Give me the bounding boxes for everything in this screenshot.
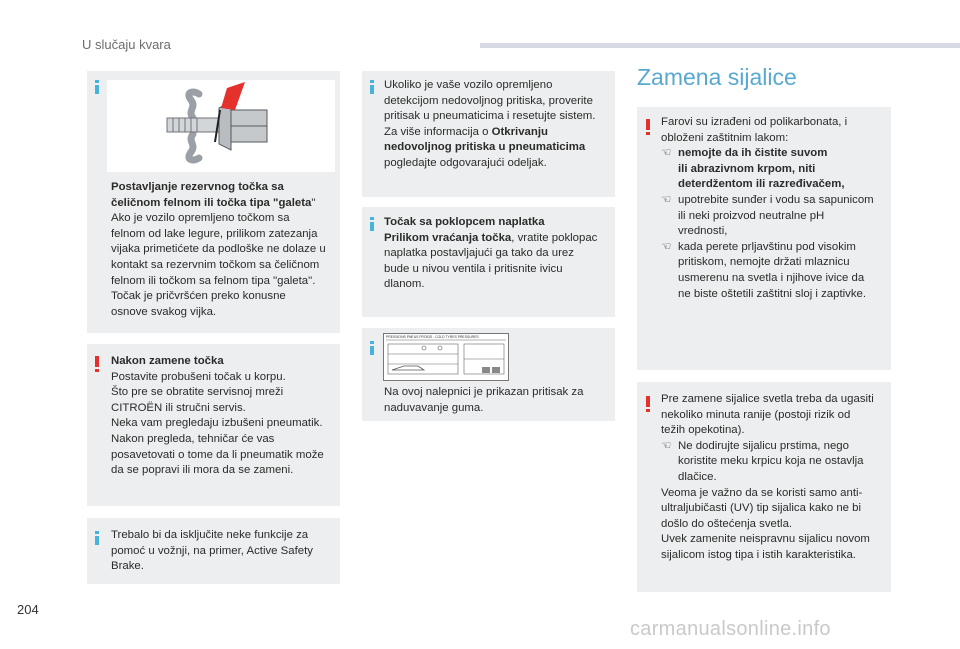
- bulb-change-panel: [637, 382, 891, 592]
- spare-wheel-line-2: felnom od lake legure, prilikom zatezanja: [111, 227, 318, 240]
- bolt-drawing: [107, 80, 335, 172]
- detection-line-2: detekcijom nedovoljnog pritiska, proverite: [384, 94, 593, 107]
- spare-wheel-line-5: felnom ili točkom sa felnom tipa "galeta".: [111, 274, 316, 287]
- bullet-2-line-2: ili neki proizvod neutralne pH: [678, 209, 825, 222]
- bulb-tail-4: Uvek zamenite neispravnu sijalicu novom: [661, 533, 870, 546]
- polycarbonate-line-1: Farovi su izrađeni od polikarbonata, i: [661, 116, 848, 128]
- bullet-item-2: [661, 193, 889, 240]
- spare-wheel-title-1: Postavljanje rezervnog točka sa: [111, 181, 284, 193]
- bullet-icon: ☜: [661, 147, 672, 160]
- detection-line-4: Za više informacija o Otkrivanju: [384, 125, 548, 138]
- info-icon: [370, 80, 374, 94]
- functions-line-2: pomoć u vožnji, na primer, Active Safety: [111, 544, 313, 557]
- wheel-bolt-illustration: [107, 80, 335, 172]
- spare-wheel-line-3: vijaka primetićete da podloške ne dolaze u: [111, 243, 326, 256]
- bulb-tail-2: ultraljubičasti (UV) tip sijalica kako ne bi: [661, 502, 862, 515]
- bullet-3-line-3: usmerenu na svetla i njihove ivice da: [678, 271, 865, 284]
- spare-wheel-line-6: Točak je pričvršćen preko konusne: [111, 290, 286, 303]
- page-number: 204: [17, 602, 39, 617]
- hubcap-panel: [362, 207, 615, 317]
- polycarbonate-line-2: obloženi zaštitnim lakom:: [661, 131, 789, 144]
- bullet-item-3: [661, 240, 889, 302]
- bullet-3-line-2: pritiskom, nemojte držati mlaznicu: [678, 256, 850, 269]
- after-change-line-1: Postavite probušeni točak u korpu.: [111, 370, 286, 383]
- bullet-item-1: [661, 146, 889, 193]
- functions-line-3: Brake.: [111, 560, 144, 573]
- spare-wheel-line-1: Ako je vozilo opremljeno točkom sa: [111, 212, 290, 225]
- bulb-line-3: težih opekotina).: [661, 424, 745, 437]
- bullet-icon: ☜: [661, 439, 672, 452]
- bullet-4-line-3: dlačice.: [678, 470, 717, 483]
- tyre-label-panel: [362, 328, 615, 421]
- bullet-2-line-1: upotrebite sunđer i vodu sa sapunicom: [678, 193, 874, 206]
- hubcap-line-4: dlanom.: [384, 278, 425, 291]
- warning-icon: [95, 356, 99, 372]
- after-change-line-7: da se popravi ili mora da se zameni.: [111, 464, 294, 477]
- bullet-icon: ☜: [661, 240, 672, 253]
- spare-wheel-panel: [87, 71, 340, 333]
- spare-wheel-line-7: osnove svakog vijka.: [111, 305, 217, 318]
- bulb-line-2: nekoliko minuta ranije (postoji rizik od: [661, 408, 851, 421]
- watermark: carmanualsonline.info: [630, 618, 831, 640]
- hubcap-line-3: bude u nivou ventila i pritisnite ivicu: [384, 262, 563, 275]
- sticker-drawing: [384, 334, 508, 380]
- after-change-line-6: posavetovati o tome da li pneumatik može: [111, 448, 324, 461]
- info-icon: [370, 341, 374, 355]
- after-change-title: Nakon zamene točka: [111, 355, 224, 367]
- detection-line-6: pogledajte odgovarajući odeljak.: [384, 156, 547, 169]
- detection-line-5: nedovoljnog pritiska u pneumaticima: [384, 141, 586, 154]
- hubcap-title: Točak sa poklopcem naplatka: [384, 216, 545, 228]
- spare-wheel-line-4: kontakt sa rezervnim točkom sa čeličnom: [111, 258, 320, 271]
- info-icon: [370, 217, 374, 231]
- page-heading: Zamena sijalice: [637, 64, 797, 90]
- detection-line-1: Ukoliko je vaše vozilo opremljeno: [384, 79, 553, 91]
- polycarbonate-panel: [637, 107, 891, 370]
- bullet-1-line-1: nemojte da ih čistite suvom: [678, 147, 828, 160]
- bullet-item-4: [661, 439, 889, 486]
- bullet-1-line-3: deterdžentom ili razređivačem,: [678, 178, 845, 191]
- after-change-panel: [87, 344, 340, 506]
- sticker-header: PRESSIONS PNEUS FROIDS - COLD TYRES PRESSURES: [386, 335, 479, 339]
- spare-wheel-title-2: čeličnom felnom ili točka tipa "galeta": [111, 196, 316, 209]
- hubcap-line-1: Prilikom vraćanja točka, vratite poklopac: [384, 231, 598, 244]
- hubcap-line-2: naplatka postavljajući ga tako da urez: [384, 247, 574, 260]
- bullet-4-line-1: Ne dodirujte sijalicu prstima, nego: [678, 439, 849, 452]
- functions-line-1: Trebalo bi da isključite neke funkcije za: [111, 529, 309, 541]
- bullet-3-line-1: kada perete prljavštinu pod visokim: [678, 240, 856, 253]
- functions-panel: [87, 518, 340, 584]
- bulb-line-1: Pre zamene sijalice svetla treba da ugasiti: [661, 393, 874, 405]
- after-change-line-5: Nakon pregleda, tehničar će vas: [111, 432, 275, 445]
- detection-panel: [362, 71, 615, 197]
- after-change-line-3: CITROËN ili stručni servis.: [111, 401, 246, 414]
- warning-icon: [646, 119, 650, 135]
- tyre-pressure-sticker: [383, 333, 509, 381]
- detection-line-3: pritisak u pneumaticima i resetujte sistem.: [384, 110, 596, 123]
- bullet-icon: ☜: [661, 193, 672, 206]
- section-title: U slučaju kvara: [82, 37, 171, 52]
- bulb-tail-1: Veoma je važno da se koristi samo anti-: [661, 486, 863, 499]
- bullet-3-line-4: ne biste oštetili zaštitni sloj i zaptivke.: [678, 287, 867, 300]
- bullet-2-line-3: vrednosti,: [678, 225, 728, 238]
- info-icon: [95, 80, 99, 94]
- info-icon: [95, 531, 99, 545]
- bullet-4-line-2: koristite meku krpicu koja ne ostavlja: [678, 455, 864, 468]
- warning-icon: [646, 396, 650, 412]
- after-change-line-4: Neka vam pregledaju izbušeni pneumatik.: [111, 417, 323, 430]
- tyre-label-line-2: naduvavanje guma.: [384, 401, 484, 414]
- header-bar: [480, 43, 960, 48]
- after-change-line-2: Što pre se obratite servisnoj mreži: [111, 386, 284, 399]
- bulb-tail-5: sijalicom istog tipa i istih karakteristika.: [661, 548, 856, 561]
- tyre-label-line-1: Na ovoj nalepnici je prikazan pritisak za: [384, 386, 584, 398]
- bullet-1-line-2: ili abrazivnom krpom, niti: [678, 162, 816, 175]
- bulb-tail-3: došlo do oštećenja svetla.: [661, 517, 793, 530]
